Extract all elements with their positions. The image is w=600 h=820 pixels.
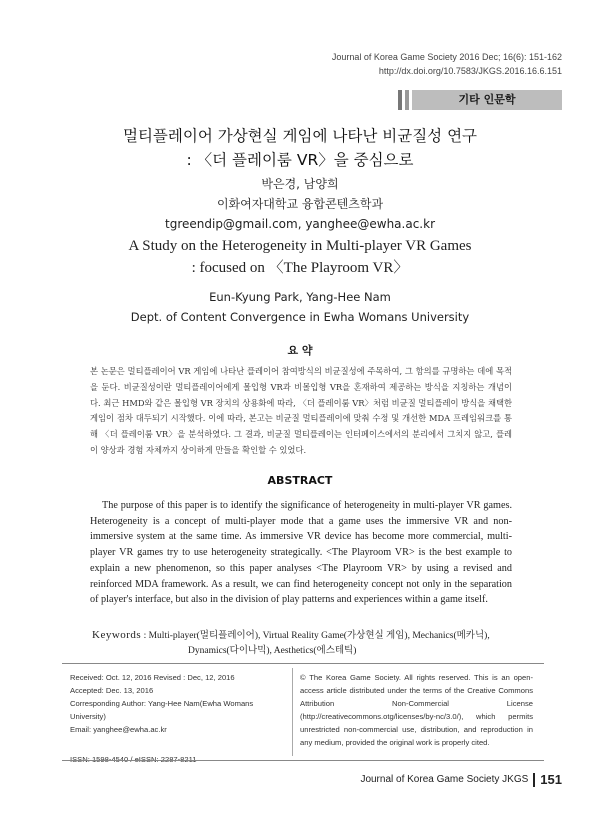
keywords-label: Keywords <box>92 629 142 641</box>
issn: ISSN: 1598-4540 / eISSN: 2287-8211 <box>70 755 197 764</box>
korean-title-line: 멀티플레이어 가상현실 게임에 나타난 비균질성 연구 <box>122 127 478 145</box>
footnote-column-divider <box>292 668 293 756</box>
page-number: 151 <box>540 772 562 787</box>
korean-abstract-heading: 요 약 <box>287 344 313 357</box>
corresponding-author: Corresponding Author: Yang-Hee Nam(Ewha Womans University) <box>70 699 254 721</box>
korean-authors: 박은경, 남양희 <box>261 177 339 191</box>
submission-info <box>70 671 290 766</box>
doi-link[interactable]: http://dx.doi.org/10.7583/JKGS.2016.16.6.151 <box>378 66 562 76</box>
english-affiliation: Dept. of Content Convergence in Ewha Womans University <box>130 310 470 324</box>
korean-title <box>0 124 600 172</box>
keywords-line <box>92 628 512 644</box>
author-emails: tgreendip@gmail.com, yanghee@ewha.ac.kr <box>165 217 435 231</box>
footer-separator <box>533 773 535 787</box>
accepted-date: Accepted: Dec. 13, 2016 <box>70 686 154 695</box>
footnote-divider <box>62 663 544 664</box>
category-tag <box>398 90 562 110</box>
received-dates: Received: Oct. 12, 2016 Revised : Dec, 12, 2016 <box>70 673 235 682</box>
corresponding-email: Email: yanghee@ewha.ac.kr <box>70 725 167 734</box>
copyright-notice: © The Korea Game Society. All rights reserved. This is an open-access article distributed under the terms of the Creative Commons Attribution Non-Commercial License (http://creativecommons.otg/licenses/by-nc/3.0/), which permits unrestricted non-commercial use, distribution, and reproduction in any medium, provided the original work is properly cited. <box>300 673 533 747</box>
korean-abstract-text: 본 논문은 멀티플레이어 VR 게임에 나타난 플레이어 참여방식의 비균질성에 주목하여, 그 함의를 규명하는 데에 목적을 둔다. 비균질성이란 멀티플레이어에게 몰입형 VR과 비몰입형 VR을 혼재하여 제공하는 방식을 지칭하는 개념이다. 최근 HMD와 같은 몰입형 VR 장치의 상용화에 따라, 〈더 플레이룸 VR〉처럼 비균질 멀티플레이 방식을 채택한 게임이 점차 대두되기 시작했다. 이에 따라, 본고는 비균질 멀티플레이에 맞춰 수정 및 개선한 MDA 프레임워크를 통해 〈더 플레이룸 VR〉을 분석하였다. 그 결과, 비균질 멀티플레이는 인터페이스에서의 분리에서 그치지 않고, 플레이 양상과 경험 자체까지 상이하게 만들을 확인할 수 있었다. <box>90 366 512 455</box>
abstract-heading: ABSTRACT <box>267 474 333 487</box>
abstract-text: The purpose of this paper is to identify the significance of heterogeneity in multi-player VR games. Heterogeneity is a concept of multi-player mode that a game uses the immersive VR and non-immersive system at the same time. As immersive VR device has become more commercial, multi-player VR games try to use heterogeneity strategically. <The Playroom VR> is the best example to explain a new phenomenon, so this paper analyses <The Playroom VR> by using a revised and reinforced MDA framework. As a result, we can find heterogeneity concept not only in the separation of player's interface, but also in the division of play patterns and experiences within a game itself. <box>90 500 512 606</box>
keywords-list: : Multi-player(멀티플레이어), Virtual Reality Game(가상현실 게임), Mechanics(메카닉), <box>143 631 490 641</box>
english-title-line: A Study on the Heterogeneity in Multi-player VR Games <box>128 238 472 254</box>
keywords-block <box>92 628 512 659</box>
footer-journal-name: Journal of Korea Game Society JKGS <box>360 774 529 785</box>
journal-citation <box>332 50 562 78</box>
korean-affiliation: 이화여자대학교 융합콘텐츠학과 <box>216 197 384 211</box>
footer-divider <box>62 760 544 761</box>
english-subtitle-line: : focused on 〈The Playroom VR〉 <box>191 260 409 276</box>
category-label: 기타 인문학 <box>412 90 562 110</box>
english-authors: Eun-Kyung Park, Yang-Hee Nam <box>209 290 391 304</box>
korean-subtitle-line: : 〈더 플레이룸 VR〉을 중심으로 <box>186 151 414 169</box>
korean-author-block <box>0 174 600 234</box>
keywords-list-continued: Dynamics(다이나믹), Aesthetics(에스테틱) <box>188 646 357 656</box>
english-title <box>0 235 600 279</box>
category-bar-decoration <box>405 90 409 110</box>
journal-citation-line: Journal of Korea Game Society 2016 Dec; 16(6): 151-162 <box>331 52 562 62</box>
category-bar-decoration <box>398 90 402 110</box>
english-author-block <box>0 287 600 327</box>
page-footer <box>360 772 562 787</box>
